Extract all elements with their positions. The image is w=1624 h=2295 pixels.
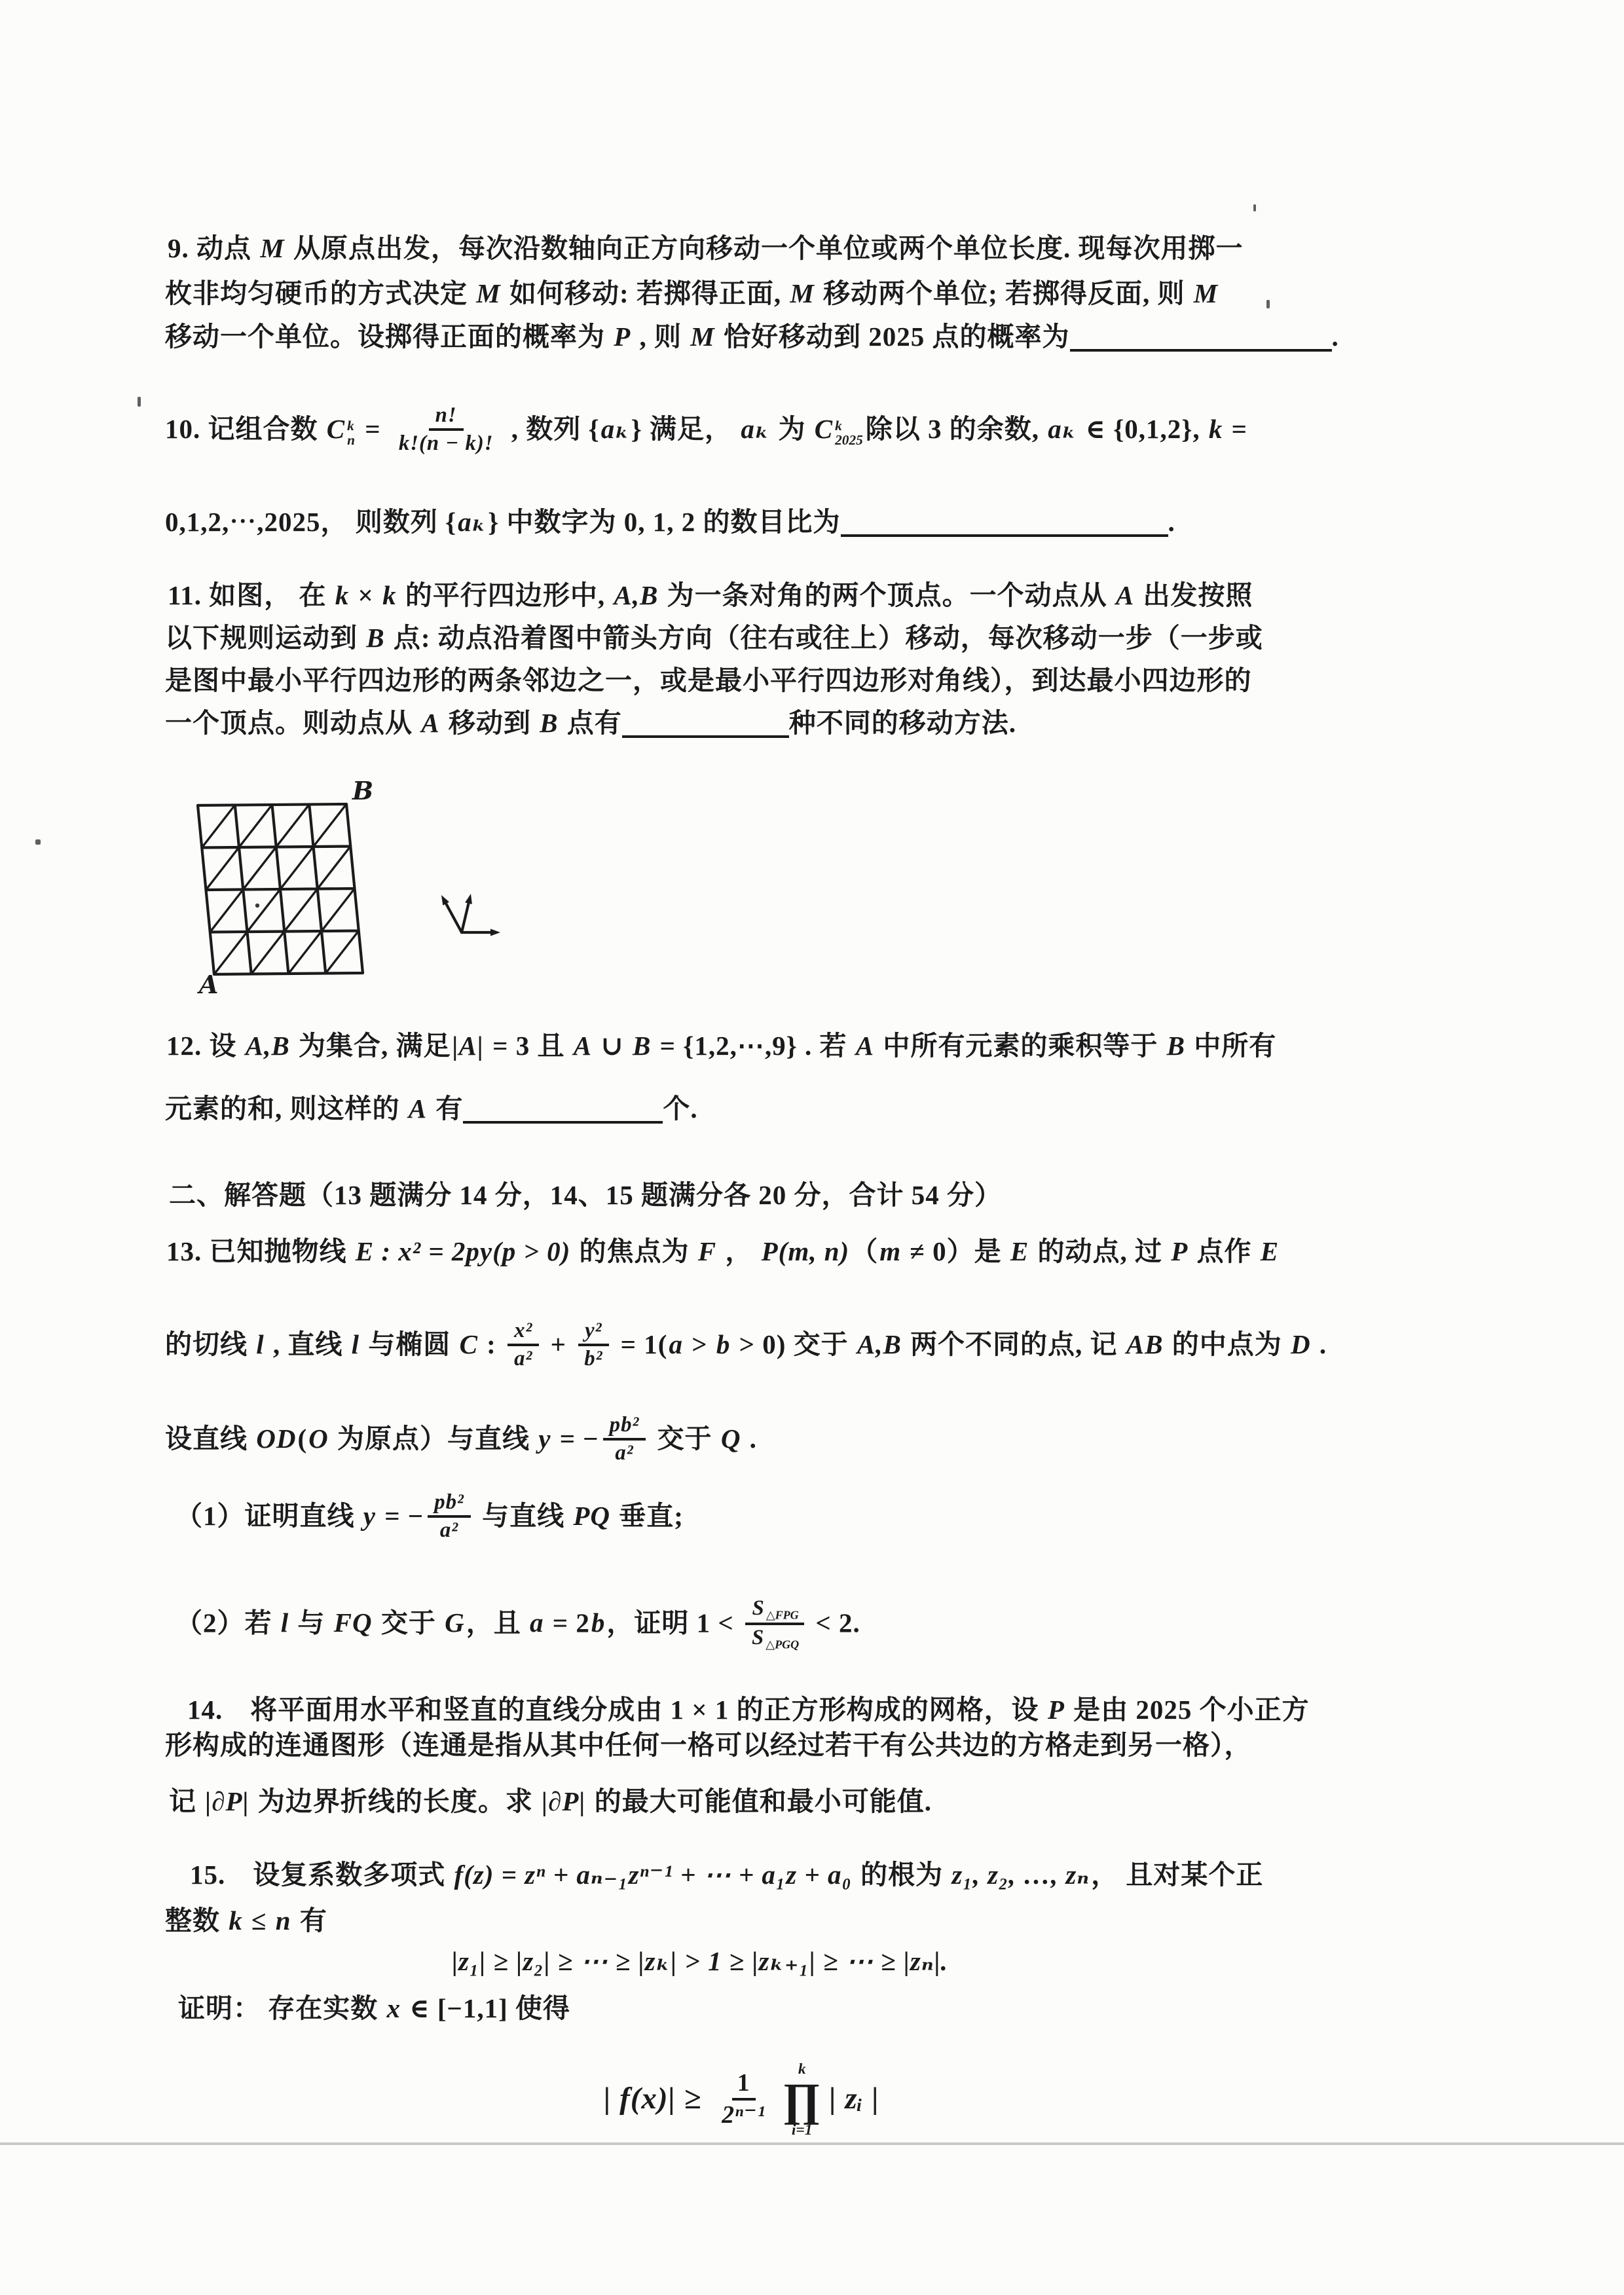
q12-line-1: 12. 设 A,B 为集合, 满足|A| = 3 且 A ∪ B = {1,2,⋯,9} . 若 A 中所有元素的乘积等于 B 中所有 [166, 1031, 1277, 1061]
fraction: $\frac{n!}{k!(n - k)!}$ [398, 403, 494, 456]
q13-line-2: 的切线 l , 直线 l 与椭圆 C : $\frac{\text{x²}}{\text{a²}}$ + $\frac{\text{y²}}{\text{b²}}$ = 1(a > b > 0) 交于 A,B 两个不同的点, 记 AB 的中点为 D . [165, 1320, 1327, 1374]
move-arrow-0-head-icon [441, 895, 449, 906]
move-arrow-1-head-icon [465, 894, 472, 904]
page-edge-rule [0, 2142, 1624, 2145]
q14-line-2: 形构成的连通图形（连通是指从其中任何一格可以经过若干有公共边的方格走到另一格）， [165, 1730, 1252, 1760]
move-arrow-1-icon [462, 904, 469, 932]
parallelogram-grid-figure [177, 769, 674, 995]
fraction: $\frac{1}{\text{2ⁿ⁻¹}}$ [722, 2070, 766, 2129]
q13-line-1: 13. 已知抛物线 E : x² = 2py(p > 0) 的焦点为 F ， P(m, n)（m ≠ 0）是 E 的动点, 过 P 点作 E [166, 1236, 1280, 1266]
q9-line-1: 9. 动点 M 从原点出发，每次沿数轴向正方向移动一个单位或两个单位长度. 现每次用掷一 [168, 233, 1244, 263]
q15-final-formula: | f(x)| ≥ $\frac{1}{\text{2ⁿ⁻¹}}$ k ∏ i=1 | zᵢ | [604, 2061, 879, 2139]
q11-line-3: 是图中最小平行四边形的两条邻边之一，或是最小平行四边形对角线），到达最小四边形的 [165, 665, 1252, 695]
scan-noise-speck [138, 397, 141, 407]
scan-noise-speck [1253, 204, 1256, 211]
q9-line-3: 移动一个单位。设掷得正面的概率为 P , 则 M 恰好移动到 2025 点的概率为 . [165, 321, 1339, 352]
vertex-label-a: A [199, 970, 219, 995]
q11-line-2: 以下规则运动到 B 点: 动点沿着图中箭头方向（往右或往上）移动，每次移动一步（一步或 [165, 623, 1263, 653]
scan-noise-speck [1266, 300, 1270, 308]
fraction: $\frac{\text{pb²}}{\text{a²}}$ [603, 1412, 646, 1467]
section-2-header: 二、解答题（13 题满分 14 分，14、15 题满分各 20 分，合计 54 分） [169, 1180, 1002, 1210]
q15-proof-line: 证明： 存在实数 x ∈ [−1,1] 使得 [178, 1993, 571, 2023]
q9-line-2: 枚非均匀硬币的方式决定 M 如何移动: 若掷得正面, M 移动两个单位; 若掷得反面, 则 M [165, 278, 1219, 308]
fraction: $\frac{\text{S △FPG}}{\text{S △PGQ}}$ [745, 1596, 804, 1652]
scan-noise-speck [35, 839, 41, 845]
q11-line-4: 一个顶点。则动点从 A 移动到 B 点有 种不同的移动方法. [165, 708, 1016, 738]
answer-blank [1070, 341, 1332, 352]
answer-blank [463, 1113, 663, 1124]
q12-line-2: 元素的和, 则这样的 A 有 个. [165, 1093, 698, 1124]
q10-line-1: 10. 记组合数 C k n = $\frac{n!}{k!(n - k)!}$ , 数列 {aₖ} 满足， aₖ 为 C k 2025 除以 3 的余数, aₖ ∈ {0,1,2}, k = [165, 405, 1247, 459]
q14-line-1: 14. 将平面用水平和竖直的直线分成由 1 × 1 的正方形构成的网格，设 P 是由 2025 个小正方 [187, 1695, 1310, 1725]
q15-line-2: 整数 k ≤ n 有 [165, 1905, 327, 1936]
answer-blank [622, 727, 789, 738]
q13-part-1: （1）证明直线 y = − $\frac{\text{pb²}}{\text{a²}}$ 与直线 PQ 垂直; [175, 1492, 684, 1546]
fraction: $\frac{\text{x²}}{\text{a²}}$ [507, 1318, 539, 1372]
sup-sub-stack: k 2025 [835, 417, 863, 449]
q15-inequality: |z₁| ≥ |z₂| ≥ ⋯ ≥ |zₖ| > 1 ≥ |zₖ₊₁| ≥ ⋯ ≥ |zₙ|. [452, 1946, 948, 1976]
q11-line-1: 11. 如图， 在 k × k 的平行四边形中, A,B 为一条对角的两个顶点。一个动点从 A 出发按照 [168, 580, 1253, 610]
move-arrow-0-icon [446, 904, 462, 932]
fraction: $\frac{\text{y²}}{\text{b²}}$ [578, 1318, 609, 1372]
move-arrow-2-head-icon [490, 929, 500, 936]
q10-line-2: 0,1,2,⋯,2025， 则数列 {aₖ} 中数字为 0, 1, 2 的数目比为 . [165, 507, 1175, 537]
product-operator: k ∏ i=1 [783, 2061, 822, 2139]
sup-sub-stack: k n [347, 417, 355, 449]
vertex-label-b: B [352, 776, 374, 805]
scan-dot [255, 904, 259, 908]
q13-line-3: 设直线 OD(O 为原点）与直线 y = − $\frac{\text{pb²}}{\text{a²}}$ 交于 Q . [165, 1414, 757, 1469]
fraction: $\frac{\text{pb²}}{\text{a²}}$ [428, 1490, 471, 1544]
answer-blank [841, 526, 1168, 537]
q13-part-2: （2）若 l 与 FQ 交于 G，且 a = 2b，证明 1 < $\frac{\text{S △FPG}}{\text{S △PGQ}}$ < 2. [175, 1596, 860, 1651]
q15-line-1: 15. 设复系数多项式 f(z) = zⁿ + aₙ₋₁zⁿ⁻¹ + ⋯ + a₁z + a₀ 的根为 z₁, z₂, …, zₙ， 且对某个正 [190, 1860, 1264, 1890]
q14-line-3: 记 |∂P| 为边界折线的长度。求 |∂P| 的最大可能值和最小可能值. [169, 1786, 932, 1816]
